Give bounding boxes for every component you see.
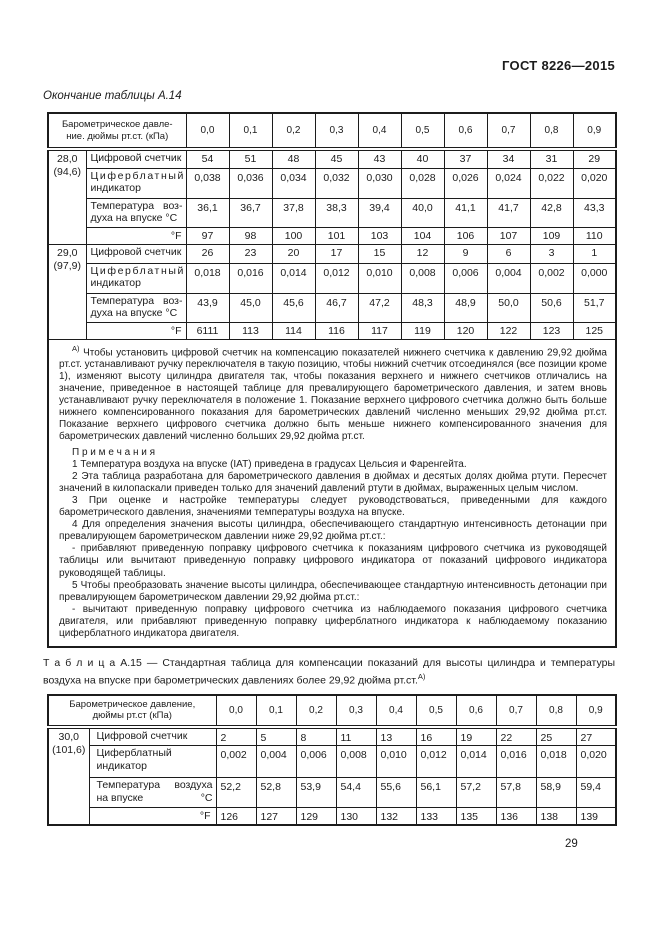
table-row	[48, 168, 616, 198]
table-cell: 125	[573, 322, 616, 339]
table-cell: 122	[487, 322, 530, 339]
row-label-word: Температура	[96, 779, 161, 792]
table-cell: 59,4	[576, 778, 616, 808]
table-cell: 17	[315, 244, 358, 263]
table-cell: 0,014	[272, 263, 315, 293]
table-cell: 0,014	[456, 746, 496, 778]
table-cell: 41,7	[487, 198, 530, 227]
table-cell: 36,7	[229, 198, 272, 227]
table-cell: 39,4	[358, 198, 401, 227]
table-cell: 97	[186, 227, 229, 244]
table-cell: 130	[336, 808, 376, 825]
row-label	[86, 198, 186, 227]
notes-title: П р и м е ч а н и я	[72, 446, 156, 458]
pressure-header-cell	[48, 695, 216, 727]
table-cell: 8	[296, 727, 336, 746]
column-header: 0,9	[576, 695, 616, 727]
pressure-value: 28,0	[57, 153, 78, 165]
table-cell: 43	[358, 149, 401, 168]
pressure-kpa: (101,6)	[52, 743, 86, 756]
table-row	[48, 263, 616, 293]
table-cell: 29	[573, 149, 616, 168]
pressure-kpa: (97,9)	[53, 259, 81, 272]
table-cell: 0,018	[536, 746, 576, 778]
note-item: 5 Чтобы преобразовать значение высоты цилиндра, обеспечивающее стандартную интенсивность детонации при превалирующем барометрическом давлении 29,92 дюйма рт.ст.:	[59, 579, 607, 603]
table-cell: 12	[401, 244, 444, 263]
table-cell: 0,016	[496, 746, 536, 778]
column-header: 0,2	[296, 695, 336, 727]
table-cell: 46,7	[315, 293, 358, 322]
table-cell: 136	[496, 808, 536, 825]
table-cell: 23	[229, 244, 272, 263]
table-row	[48, 727, 616, 746]
table-a15-caption-dash: —	[146, 657, 158, 670]
pressure-cell	[48, 149, 86, 244]
table-cell: 0,010	[358, 263, 401, 293]
table-cell: 129	[296, 808, 336, 825]
table-cell: 0,008	[401, 263, 444, 293]
row-label-line2: духа на впуске °С	[90, 307, 178, 319]
table-cell: 38,3	[315, 198, 358, 227]
pressure-cell	[48, 727, 89, 825]
table-cell: 0,032	[315, 168, 358, 198]
column-header: 0,5	[401, 113, 444, 149]
note-item: 3 При оценке и настройке температуры следует руководствоваться, приведенными для каждого барометрического давления, значениями температуры воздуха на впуске.	[59, 494, 607, 519]
row-label	[86, 263, 186, 293]
table-cell: 55,6	[376, 778, 416, 808]
table-row	[48, 244, 616, 263]
table-cell: 114	[272, 322, 315, 339]
row-label-line1	[91, 295, 183, 308]
row-label-line1	[91, 200, 183, 213]
table-cell: 45,6	[272, 293, 315, 322]
table-a15-caption-text: Стандартная таблица для компенсации показаний для высоты цилиндра и температуры воздуха на впуске при барометрических давлениях более 29,92 дюйма рт.ст.	[43, 657, 615, 687]
table-cell: 37	[444, 149, 487, 168]
table-cell: 0,012	[315, 263, 358, 293]
table-cell: 0,008	[336, 746, 376, 778]
row-label-line2	[97, 792, 213, 805]
table-cell: 47,2	[358, 293, 401, 322]
table-cell: 43,3	[573, 198, 616, 227]
table-cell: 119	[401, 322, 444, 339]
table-cell: 127	[256, 808, 296, 825]
page-number: 29	[565, 838, 578, 850]
table-cell: 40,0	[401, 198, 444, 227]
row-label: °F	[86, 322, 186, 339]
table-cell: 104	[401, 227, 444, 244]
table-cell: 0,016	[229, 263, 272, 293]
table-cell: 0,022	[530, 168, 573, 198]
column-header: 0,3	[336, 695, 376, 727]
table-cell: 0,000	[573, 263, 616, 293]
table-cell: 57,2	[456, 778, 496, 808]
row-label-word: воз-	[163, 294, 183, 307]
note-item: 2 Эта таблица разработана для барометрического давления в дюймах и десятых долях дюйма ртути. Пересчет значений в килопаскали приведен только для значений давлений ртути в дюймах, выраженных целым числом.	[59, 470, 607, 494]
table-cell: 0,038	[186, 168, 229, 198]
row-label	[86, 168, 186, 198]
table-cell: 57,8	[496, 778, 536, 808]
table-a15-caption-label: Т а б л и ц а А.15	[43, 657, 142, 670]
row-label: Цифровой счетчик	[89, 727, 216, 746]
table-cell: 0,002	[530, 263, 573, 293]
column-header: 0,7	[496, 695, 536, 727]
table-cell: 107	[487, 227, 530, 244]
table-cell: 36,1	[186, 198, 229, 227]
table-cell: 0,026	[444, 168, 487, 198]
table-cell: 0,018	[186, 263, 229, 293]
pressure-kpa: (94,6)	[53, 166, 81, 178]
row-label-word: на впуске	[96, 791, 144, 804]
table-cell: 26	[186, 244, 229, 263]
row-label-word: °С	[200, 791, 213, 804]
table-cell: 126	[216, 808, 256, 825]
doc-number: ГОСТ 8226—2015	[502, 58, 615, 73]
table-cell: 0,004	[256, 746, 296, 778]
table-cell: 123	[530, 322, 573, 339]
table-continuation-caption: Окончание таблицы А.14	[43, 90, 182, 102]
table-row	[48, 227, 616, 244]
table-cell: 0,024	[487, 168, 530, 198]
table-cell: 48,3	[401, 293, 444, 322]
table-cell: 135	[456, 808, 496, 825]
column-header: 0,8	[530, 113, 573, 149]
table-cell: 37,8	[272, 198, 315, 227]
table-row	[48, 778, 616, 808]
row-label: Цифровой счетчик	[86, 149, 186, 168]
table-cell: 106	[444, 227, 487, 244]
footnote-row	[48, 339, 616, 647]
table-row	[48, 198, 616, 227]
table-cell: 98	[229, 227, 272, 244]
column-header: 0,5	[416, 695, 456, 727]
table-cell: 53,9	[296, 778, 336, 808]
table-cell: 0,006	[296, 746, 336, 778]
row-label-word: воздуха	[174, 779, 213, 792]
table-cell: 0,006	[444, 263, 487, 293]
row-label-word: Температура	[90, 294, 155, 307]
table-row	[48, 746, 616, 778]
table-cell: 6111	[186, 322, 229, 339]
pressure-cell	[48, 244, 86, 339]
table-cell: 138	[536, 808, 576, 825]
table-a15	[47, 694, 617, 826]
column-header: 0,7	[487, 113, 530, 149]
table-cell: 48	[272, 149, 315, 168]
table-cell: 116	[315, 322, 358, 339]
table-a15-caption-footnote-marker: А)	[417, 672, 426, 682]
pressure-header-line2: дюймы рт.ст (кПа)	[92, 710, 172, 722]
column-header: 0,1	[256, 695, 296, 727]
table-footnote	[59, 343, 607, 444]
table-cell: 0,004	[487, 263, 530, 293]
table-cell: 2	[216, 727, 256, 746]
row-label-line2: индикатор	[90, 182, 141, 194]
column-header: 0,0	[216, 695, 256, 727]
table-cell: 27	[576, 727, 616, 746]
table-cell: 51,7	[573, 293, 616, 322]
pressure-header-line2: ние. дюймы рт.ст. (кПа)	[66, 130, 169, 142]
table-cell: 0,002	[216, 746, 256, 778]
table-cell: 25	[536, 727, 576, 746]
table-cell: 132	[376, 808, 416, 825]
row-label-word: воз-	[163, 199, 183, 212]
table-cell: 110	[573, 227, 616, 244]
table-cell: 31	[530, 149, 573, 168]
footnote-marker: А)	[72, 343, 80, 353]
table-cell: 43,9	[186, 293, 229, 322]
table-cell: 50,6	[530, 293, 573, 322]
column-header: 0,6	[456, 695, 496, 727]
pressure-header-line1: Барометрическое давле-	[61, 119, 173, 130]
table-cell: 11	[336, 727, 376, 746]
note-item: - вычитают приведенную поправку цифрового счетчика из наблюдаемого показания цифрового счетчика двигателя, или прибавляют приведенную поправку циферблатного индикатора к наблюдаемому показанию циферблатного индикатора двигателя.	[59, 603, 607, 639]
table-cell: 0,020	[576, 746, 616, 778]
table-cell: 22	[496, 727, 536, 746]
table-cell: 0,020	[573, 168, 616, 198]
table-cell: 109	[530, 227, 573, 244]
row-label	[89, 746, 216, 778]
table-row	[48, 293, 616, 322]
table-cell: 117	[358, 322, 401, 339]
table-cell: 3	[530, 244, 573, 263]
table-a15-caption	[43, 657, 615, 688]
table-cell: 0,030	[358, 168, 401, 198]
table-cell: 15	[358, 244, 401, 263]
row-label-line1	[97, 779, 213, 792]
note-item: 1 Температура воздуха на впуске (IAT) приведена в градусах Цельсия и Фаренгейта.	[72, 458, 467, 470]
table-cell: 5	[256, 727, 296, 746]
column-header: 0,0	[186, 113, 229, 149]
row-label-line1: Циферблатный	[90, 264, 185, 277]
table-cell: 54,4	[336, 778, 376, 808]
table-cell: 103	[358, 227, 401, 244]
table-cell: 100	[272, 227, 315, 244]
column-header: 0,6	[444, 113, 487, 149]
row-label-line2: духа на впуске °С	[90, 212, 178, 224]
table-cell: 13	[376, 727, 416, 746]
table-cell: 45	[315, 149, 358, 168]
pressure-header-cell	[48, 113, 186, 149]
pressure-value: 29,0	[57, 246, 78, 259]
table-cell: 0,012	[416, 746, 456, 778]
table-cell: 19	[456, 727, 496, 746]
table-cell: 133	[416, 808, 456, 825]
table-cell: 120	[444, 322, 487, 339]
row-label-line2: индикатор	[96, 759, 147, 772]
row-label-line2: индикатор	[90, 277, 141, 289]
footnote-and-notes	[48, 339, 616, 647]
table-cell: 20	[272, 244, 315, 263]
table-cell: 139	[576, 808, 616, 825]
table-row	[48, 149, 616, 168]
row-label: °F	[89, 808, 216, 825]
table-cell: 16	[416, 727, 456, 746]
row-label	[89, 778, 216, 808]
footnote-text: Чтобы установить цифровой счетчик на компенсацию показателей нижнего счетчика к давлению 29,92 дюйма рт.ст. устанавливают ручку переключателя в такую позицию, чтобы нижний счетчик отсоединялся (все позиции кроме 1), изменяют высоту цилиндра двигателя так, чтобы показания верхнего и нижнего счетчиков отличались на значение, приведенное в настоящей таблице для превалирующего барометрического давления, и затем вновь устанавливают ручку переключателя в положение 1. Показание верхнего цифрового счетчика должно быть больше нижнего компенсированного показания для барометрических давлений численно меньших 29,92 дюйма рт.ст. Показание верхнего цифрового счетчика должно быть меньше нижнего компенсированного значения для барометрических давлений численно больших 29,92 дюйма рт.ст.	[59, 346, 607, 443]
column-header: 0,8	[536, 695, 576, 727]
table-cell: 9	[444, 244, 487, 263]
row-label-line1: Циферблатный	[90, 169, 185, 182]
pressure-value: 30,0	[58, 730, 79, 743]
column-header: 0,4	[376, 695, 416, 727]
table-cell: 45,0	[229, 293, 272, 322]
table-cell: 6	[487, 244, 530, 263]
page-content	[43, 112, 615, 826]
table-a15-header-row	[48, 695, 616, 727]
table-cell: 0,028	[401, 168, 444, 198]
table-cell: 56,1	[416, 778, 456, 808]
table-cell: 54	[186, 149, 229, 168]
column-header: 0,4	[358, 113, 401, 149]
table-cell: 50,0	[487, 293, 530, 322]
table-cell: 0,034	[272, 168, 315, 198]
row-label-word: Температура	[90, 199, 155, 212]
row-label: Цифровой счетчик	[86, 244, 186, 263]
row-label: °F	[86, 227, 186, 244]
table-cell: 42,8	[530, 198, 573, 227]
table-cell: 40	[401, 149, 444, 168]
row-label	[86, 293, 186, 322]
column-header: 0,1	[229, 113, 272, 149]
table-cell: 51	[229, 149, 272, 168]
table-row	[48, 808, 616, 825]
table-cell: 101	[315, 227, 358, 244]
table-cell: 0,036	[229, 168, 272, 198]
note-item: - прибавляют приведенную поправку цифрового счетчика к показаниям цифрового счетчика из руководящей таблицы или вычитают приведенную поправку цифрового индикатора от показаний цифрового индикатора руководящей таблицы.	[59, 543, 607, 579]
table-a14-header-row	[48, 113, 616, 149]
table-a14	[47, 112, 617, 648]
column-header: 0,2	[272, 113, 315, 149]
table-cell: 34	[487, 149, 530, 168]
column-header: 0,9	[573, 113, 616, 149]
note-item: 4 Для определения значения высоты цилиндра, обеспечивающего стандартную интенсивность детонации при превалирующем барометрическом давлении ниже 29,92 дюйма рт.ст.:	[59, 519, 607, 543]
column-header: 0,3	[315, 113, 358, 149]
table-cell: 48,9	[444, 293, 487, 322]
table-row	[48, 322, 616, 339]
table-cell: 52,8	[256, 778, 296, 808]
pressure-header-line1: Барометрическое давление,	[69, 698, 196, 710]
table-cell: 52,2	[216, 778, 256, 808]
table-cell: 58,9	[536, 778, 576, 808]
table-cell: 0,010	[376, 746, 416, 778]
notes-list	[59, 459, 607, 640]
row-label-line1: Циферблатный	[96, 747, 172, 760]
table-cell: 1	[573, 244, 616, 263]
table-cell: 41,1	[444, 198, 487, 227]
table-cell: 113	[229, 322, 272, 339]
